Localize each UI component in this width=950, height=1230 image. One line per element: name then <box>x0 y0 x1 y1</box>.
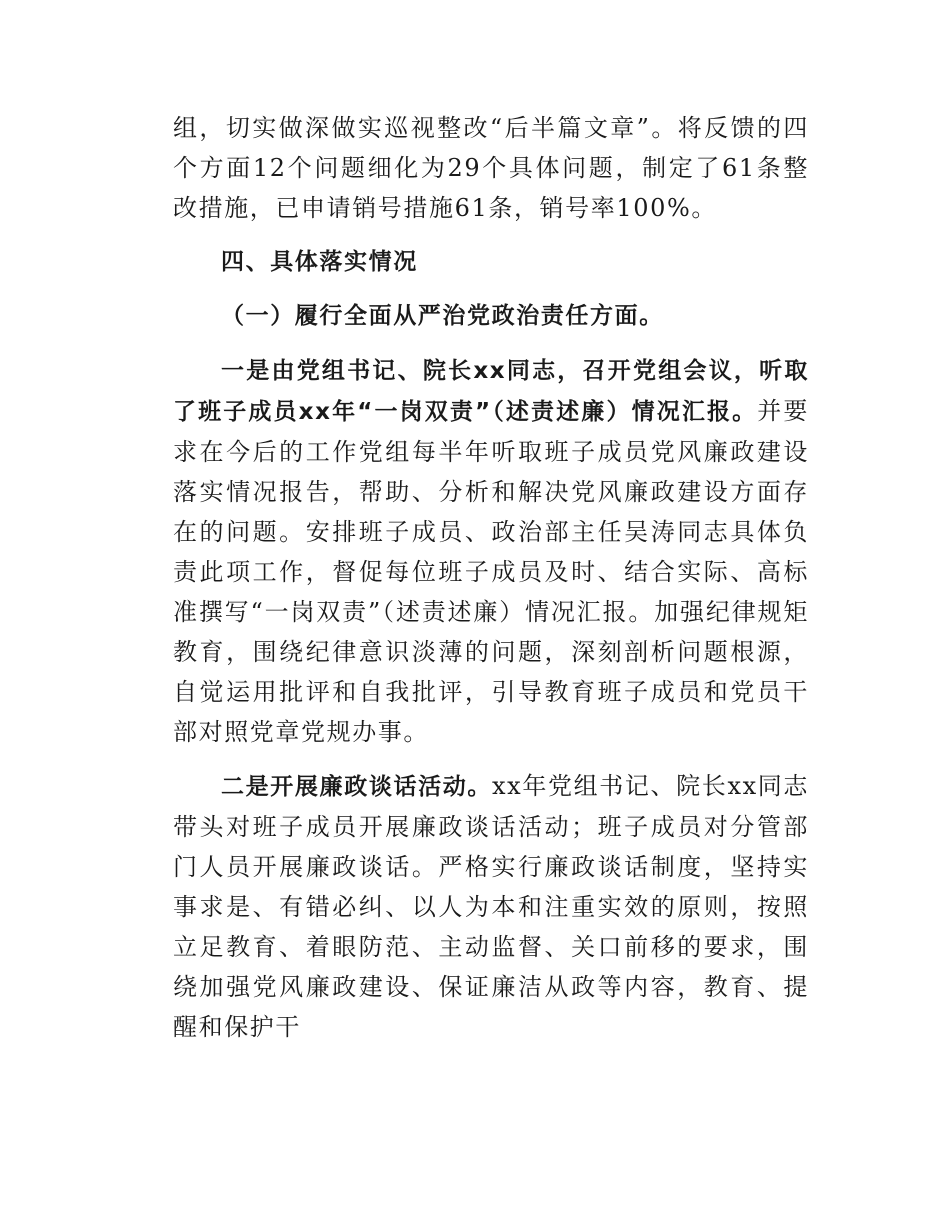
section-heading: 四、具体落实情况 <box>221 249 418 275</box>
item-2-body: xx年党组书记、院长xx同志带头对班子成员开展廉政谈话活动；班子成员对分管部门人员开展廉政谈话。严格实行廉政谈话制度，坚持实事求是、有错必纠、以人为本和注重实效的原则，按照立足教育、着眼防范、主动监督、关口前移的要求，围绕加强党风廉政建设、保证廉洁从政等内容，教育、提醒和保护干 <box>173 772 809 1041</box>
sub-heading: （一）履行全面从严治党政治责任方面。 <box>221 303 664 329</box>
paragraph-item-2 <box>173 766 809 1047</box>
item-1-lead: 一是由党组书记、院长xx同志，召开党组会议，听取了班子成员xx年“一岗双责”（述责述廉）情况汇报。 <box>173 358 809 425</box>
item-1-body: 并要求在今后的工作党组每半年听取班子成员党风廉政建设落实情况报告，帮助、分析和解决党风廉政建设方面存在的问题。安排班子成员、政治部主任吴涛同志具体负责此项工作，督促每位班子成员及时、结合实际、高标准撰写“一岗双责”（述责述廉）情况汇报。加强纪律规矩教育，围绕纪律意识淡薄的问题，深刻剖析问题根源，自觉运用批评和自我批评，引导教育班子成员和党员干部对照党章党规办事。 <box>173 397 810 746</box>
item-2-lead: 二是开展廉政谈话活动。 <box>221 774 493 800</box>
paragraph-continuation: 组，切实做深做实巡视整改“后半篇文章”。将反馈的四个方面12个问题细化为29个具体问题，制定了61条整改措施，已申请销号措施61条，销号率100%。 <box>173 114 809 222</box>
paragraph-item-1 <box>173 350 809 752</box>
document-body <box>173 108 809 1047</box>
